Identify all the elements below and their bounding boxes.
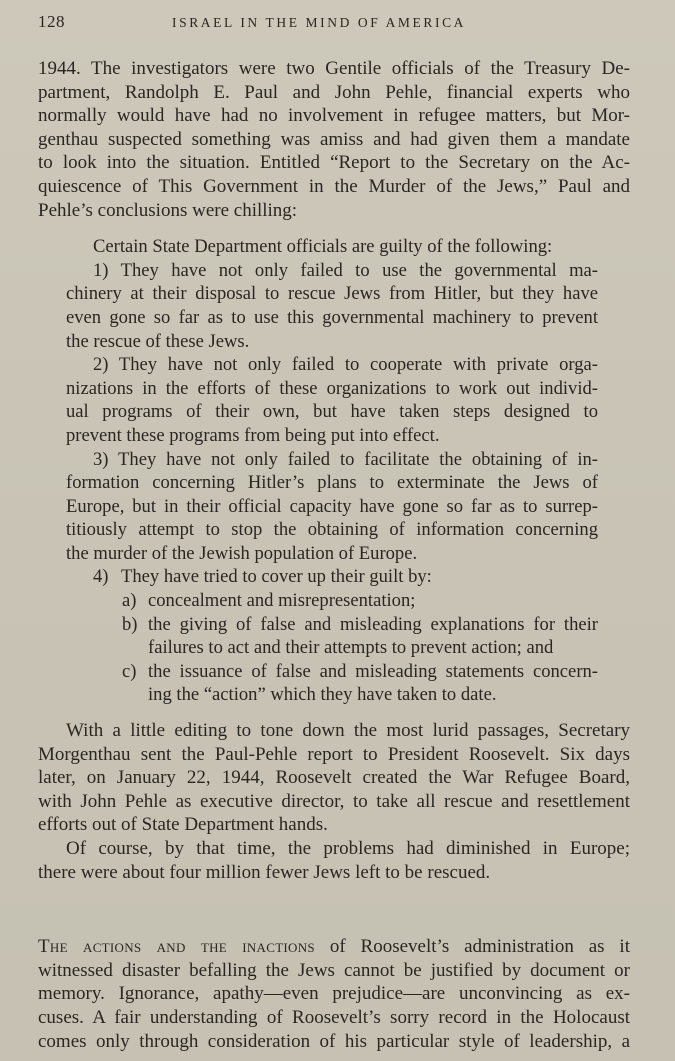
running-head [38, 10, 630, 34]
text-line: the rescue of these Jews. [66, 330, 250, 352]
page-number: 128 [38, 12, 65, 31]
text-line: ual programs of their own, but have taken steps designed to [66, 401, 598, 423]
text-line: the issuance of false and misleading statements concern- [148, 660, 598, 682]
text-line: later, on January 22, 1944, Roosevelt created the War Refugee Board, [38, 767, 630, 789]
text-line: 2) They have not only failed to cooperate with private orga- [93, 354, 598, 376]
quote-item-4 [66, 565, 598, 589]
text-line: normally would have had no involvement in refugee matters, but Mor- [38, 105, 630, 127]
text-line: comes only through consideration of his particular style of leadership, a [38, 1030, 630, 1052]
text-line: even gone so far as to use this governmental machinery to prevent [66, 306, 598, 328]
text-line: partment, Randolph E. Paul and John Pehle, financial experts who [38, 81, 630, 103]
text-line: Certain State Department officials are guilty of the following: [93, 236, 553, 258]
text-line: the giving of false and misleading explanations for their [148, 613, 598, 635]
text-line: Pehle’s conclusions were chilling: [38, 199, 298, 221]
text-line: chinery at their disposal to rescue Jews from Hitler, but they have [66, 283, 598, 305]
item-label: c) [122, 660, 137, 682]
quote-subitem-c [66, 660, 598, 707]
block-quote [66, 235, 598, 707]
text-line: concealment and misrepresentation; [148, 590, 416, 612]
text-line: prevent these programs from being put into effect. [66, 424, 440, 446]
paragraph-1 [38, 57, 630, 222]
text-line: Of course, by that time, the problems had diminished in Europe; [66, 838, 630, 859]
item-label: b) [122, 613, 138, 635]
text-line: quiescence of This Government in the Murder of the Jews,” Paul and [38, 175, 630, 197]
running-head-title: ISRAEL IN THE MIND OF AMERICA [172, 15, 467, 30]
paragraph-4 [38, 935, 630, 1053]
text-line: Morgenthau sent the Paul-Pehle report to President Roosevelt. Six days [38, 743, 630, 765]
text-line: genthau suspected something was amiss and had given them a mandate [38, 128, 630, 150]
quote-item-2 [66, 353, 598, 447]
item-label: 4) [93, 566, 109, 588]
text-line: Europe, but in their official capacity have gone so far as to surrep- [66, 495, 598, 517]
text-line: 3) They have not only failed to facilitate the obtaining of in- [93, 448, 598, 470]
text-line: there were about four million fewer Jews left to be rescued. [38, 861, 491, 883]
text-line: with John Pehle as executive director, to take all rescue and resettlement [38, 790, 630, 812]
text-fragment: of Roosevelt’s administration as it [314, 936, 630, 958]
text-line: With a little editing to tone down the most lurid passages, Secretary [66, 720, 630, 742]
paragraph-2 [38, 719, 630, 837]
text-line: efforts out of State Department hands. [38, 814, 328, 836]
text-line: formation concerning Hitler’s plans to exterminate the Jews of [66, 472, 598, 494]
text-line: 1) They have not only failed to use the governmental ma- [93, 259, 598, 281]
text-line: titiously attempt to stop the obtaining of information concerning [66, 519, 598, 541]
quote-item-1 [66, 259, 598, 353]
text-line: ing the “action” which they have taken to date. [148, 684, 497, 706]
quote-intro [66, 235, 598, 259]
text-line: memory. Ignorance, apathy—even prejudice—are unconvincing as ex- [38, 983, 630, 1005]
text-line [38, 935, 630, 959]
text-line: the murder of the Jewish population of Europe. [66, 542, 418, 564]
text-line: failures to act and their attempts to prevent action; and [148, 637, 554, 659]
text-line: to look into the situation. Entitled “Report to the Secretary on the Ac- [38, 152, 630, 174]
text-line: witnessed disaster befalling the Jews cannot be justified by document or [38, 959, 630, 981]
text-line: cuses. A fair understanding of Roosevelt’s sorry record in the Holocaust [38, 1006, 630, 1028]
small-caps-lead-in: The actions and the inactions [38, 936, 315, 958]
quote-item-3 [66, 448, 598, 566]
text-line: nizations in the efforts of these organizations to work out individ- [66, 377, 598, 399]
page-body [38, 57, 630, 1053]
quote-subitem-b [66, 613, 598, 660]
text-line: They have tried to cover up their guilt by: [121, 566, 432, 588]
item-label: a) [122, 590, 137, 612]
text-line: 1944. The investigators were two Gentile officials of the Treasury De- [38, 58, 630, 79]
paragraph-3 [38, 837, 630, 884]
quote-subitem-a [66, 589, 598, 613]
